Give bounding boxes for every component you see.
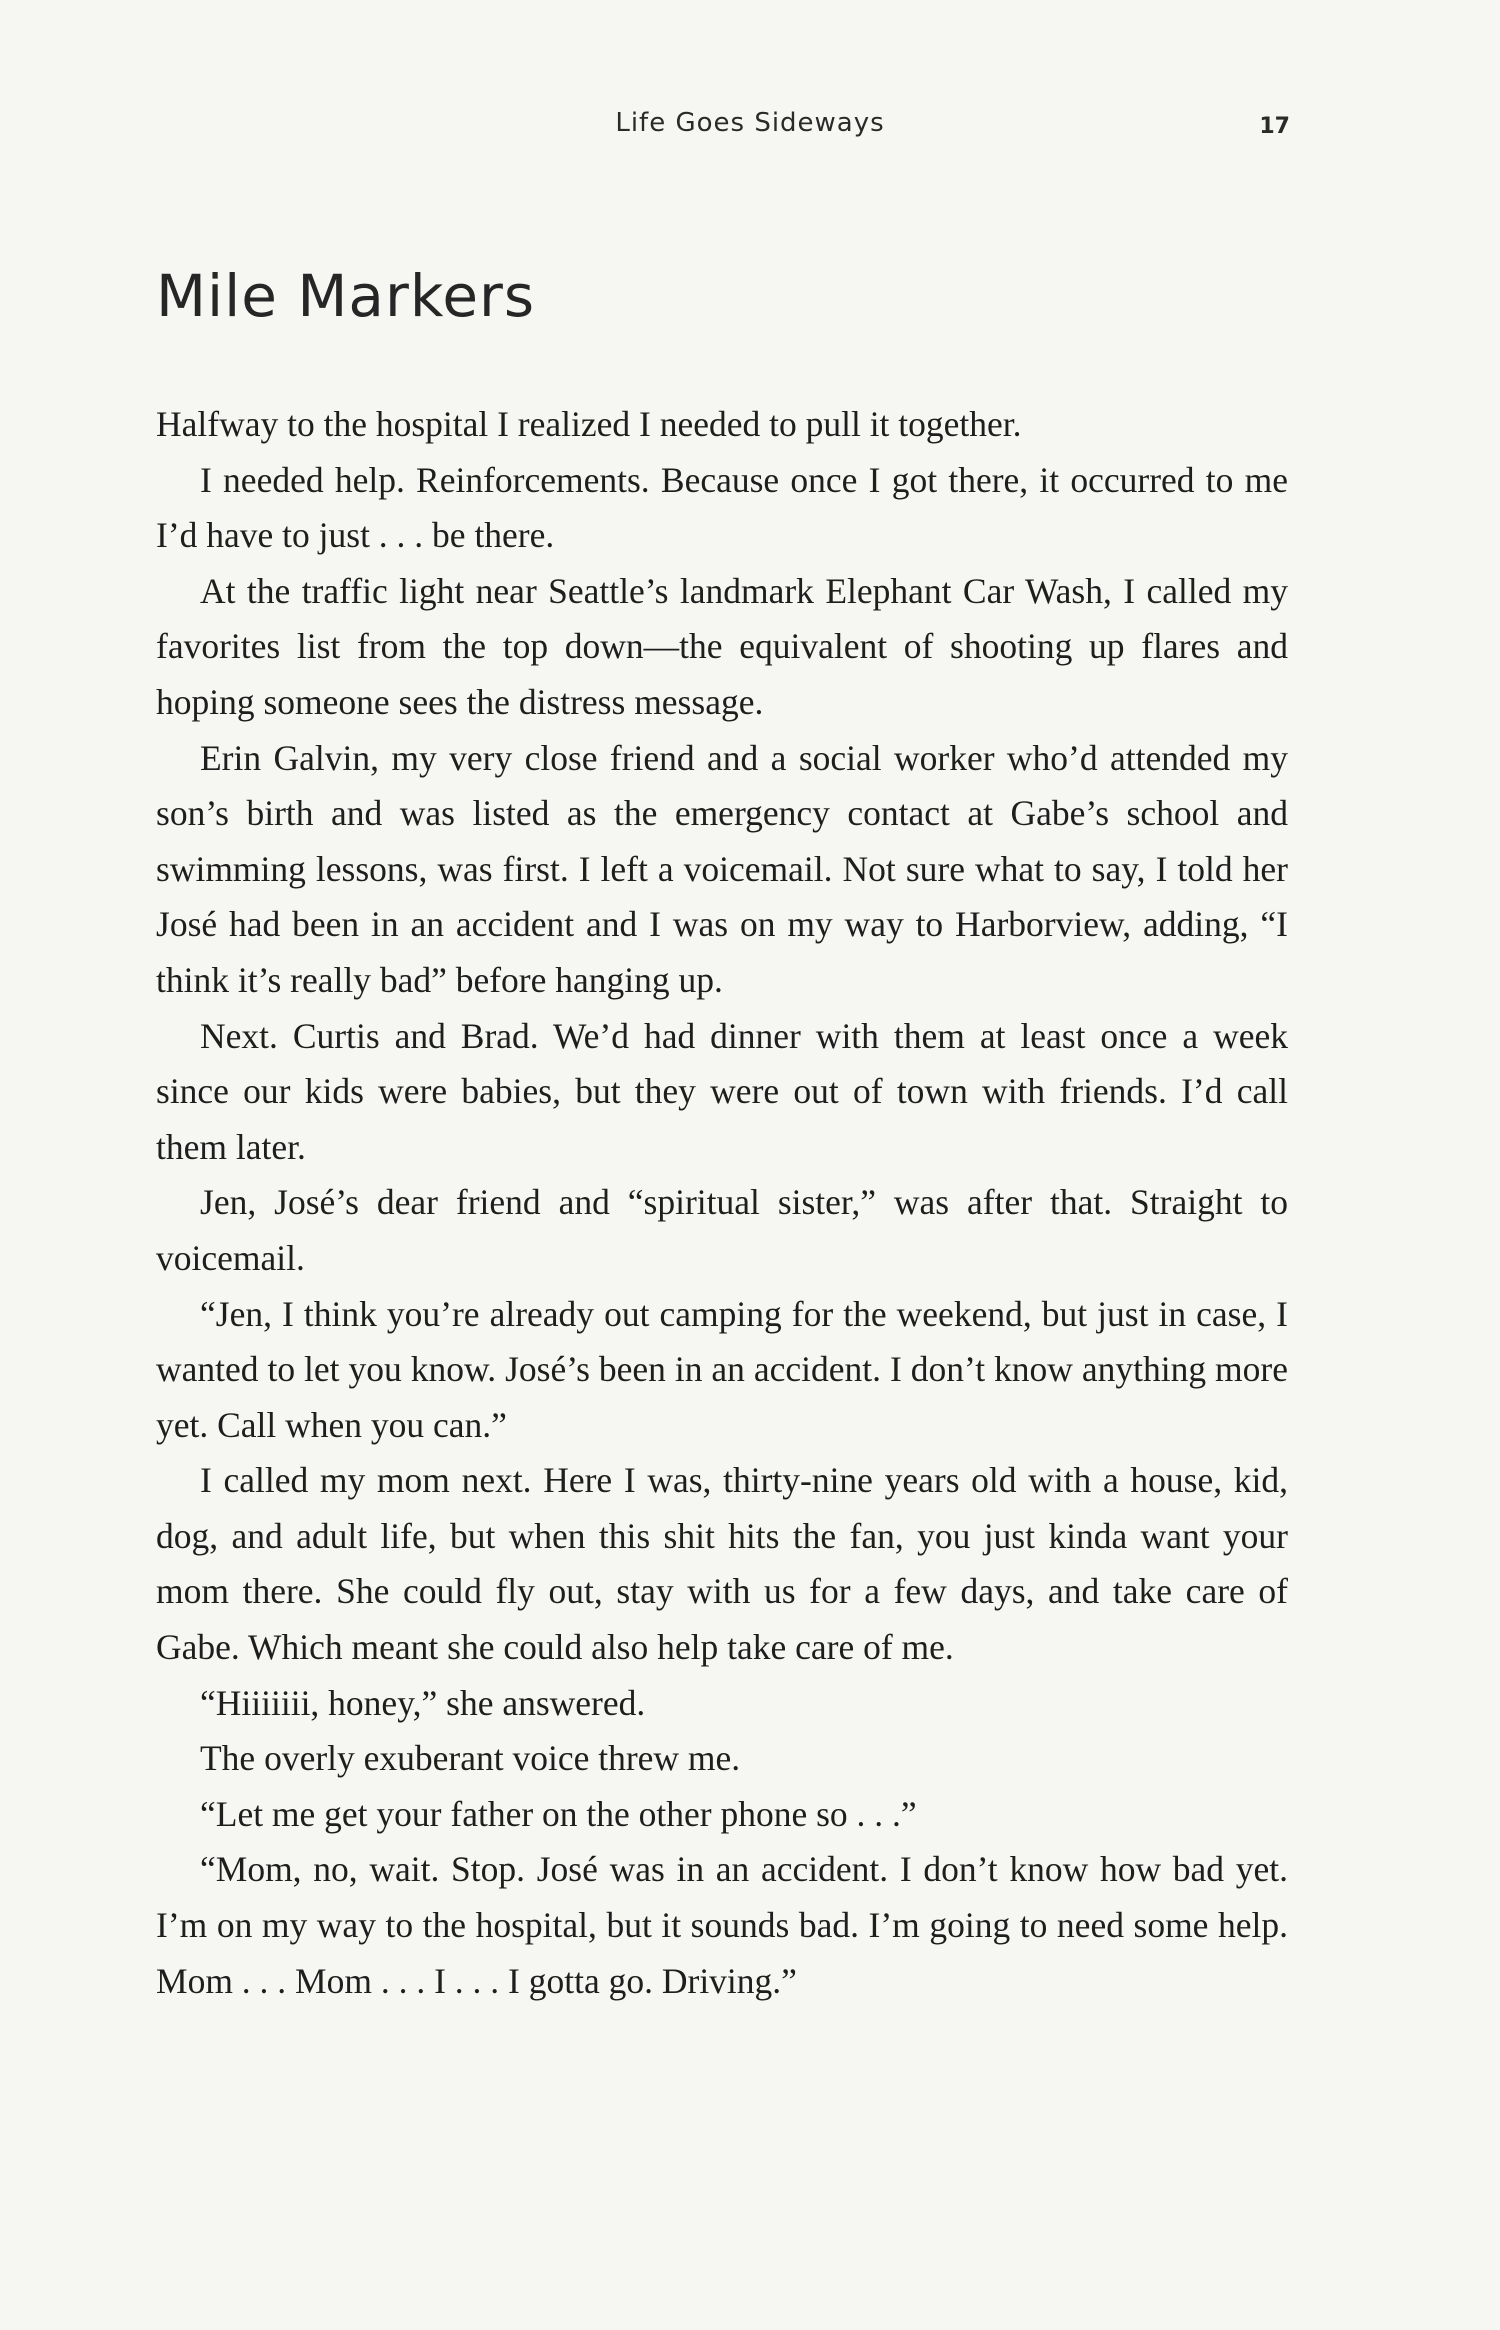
body-text xyxy=(156,397,1288,2009)
paragraph: The overly exuberant voice threw me. xyxy=(200,1738,741,1779)
paragraph: “Jen, I think you’re already out camping for the weekend, but just in case, I wanted to let you know. José’s been in an accident. I don’t know anything more yet. Call when you can.” xyxy=(156,1293,1288,1445)
paragraph: Halfway to the hospital I realized I needed to pull it together. xyxy=(156,404,1022,444)
paragraph: “Hiiiiiii, honey,” she answered. xyxy=(200,1682,646,1723)
paragraph: Erin Galvin, my very close friend and a social worker who’d attended my son’s birth and was listed as the emergency contact at Gabe’s school and swimming lessons, was first. I left a voicemail. Not sure what to say, I told her José had been in an accident and I was on my way to Harborview, adding, “I think it’s really bad” before hanging up. xyxy=(156,737,1288,1000)
paragraph: I needed help. Reinforcements. Because once I got there, it occurred to me I’d have to just . . . be there. xyxy=(156,459,1288,556)
paragraph: “Mom, no, wait. Stop. José was in an accident. I don’t know how bad yet. I’m on my way to the hospital, but it sounds bad. I’m going to need some help. Mom . . . Mom . . . I . . . I gotta go. Driving.” xyxy=(156,1849,1288,2001)
page-number: 17 xyxy=(1259,114,1290,139)
paragraph: I called my mom next. Here I was, thirty-nine years old with a house, kid, dog, and adult life, but when this shit hits the fan, you just kinda want your mom there. She could fly out, stay with us for a few days, and take care of Gabe. Which meant she could also help take care of me. xyxy=(156,1460,1288,1668)
paragraph: Next. Curtis and Brad. We’d had dinner with them at least once a week since our kids were babies, but they were out of town with friends. I’d call them later. xyxy=(156,1015,1288,1167)
paragraph: “Let me get your father on the other phone so . . .” xyxy=(200,1793,917,1834)
chapter-heading: Mile Markers xyxy=(156,262,536,330)
paragraph: Jen, José’s dear friend and “spiritual sister,” was after that. Straight to voicemail. xyxy=(156,1182,1288,1278)
running-header xyxy=(0,108,1500,148)
paragraph: At the traffic light near Seattle’s landmark Elephant Car Wash, I called my favorites list from the top down—the equivalent of shooting up flares and hoping someone sees the distress message. xyxy=(156,570,1288,722)
running-title: Life Goes Sideways xyxy=(615,108,885,138)
